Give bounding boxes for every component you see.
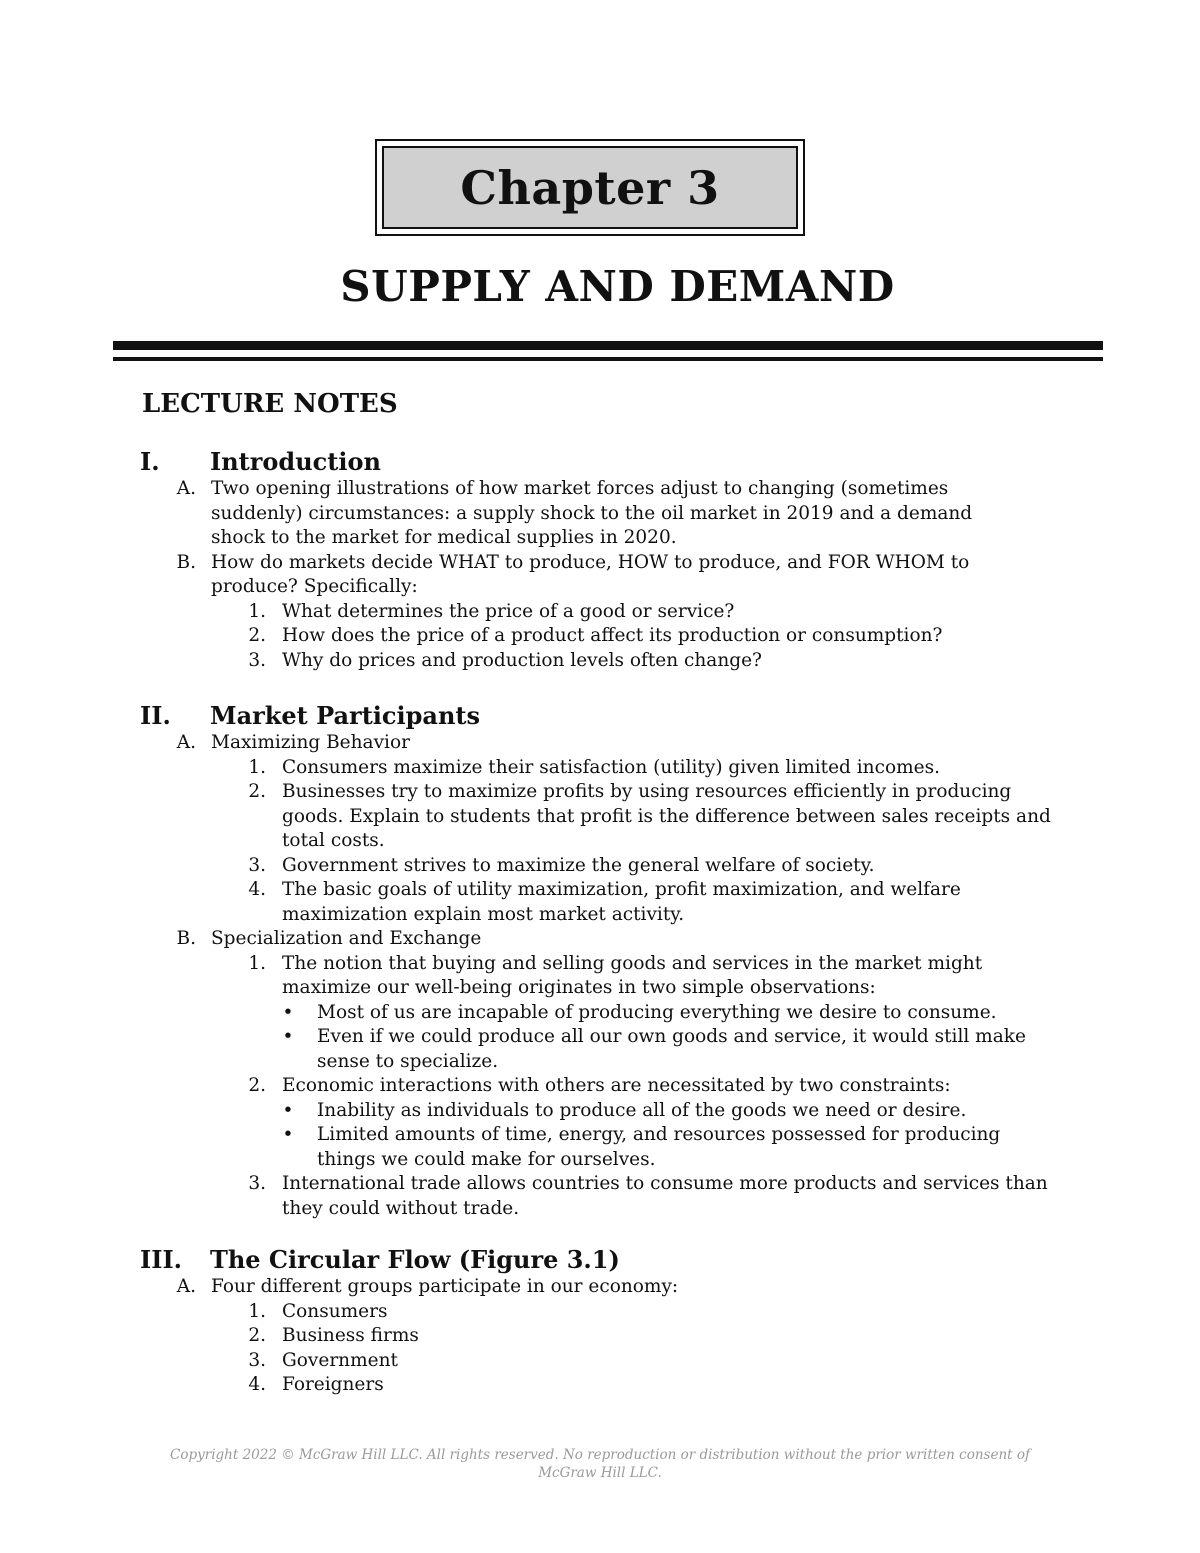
list-item: [0, 649, 1200, 674]
list-marker: 1.: [248, 952, 266, 974]
list-item-text: Inability as individuals to produce all of the goods we need or desire.: [317, 1099, 967, 1121]
section-heading: [0, 1245, 1200, 1275]
list-item-text: Most of us are incapable of producing everything we desire to consume.: [317, 1001, 997, 1023]
list-item-text: Two opening illustrations of how market forces adjust to changing (sometimes suddenly) circumstances: a supply shock to the oil market in 2019 and a demand shock to the market for medical supplies in 2020.: [211, 478, 973, 548]
chapter-label: Chapter 3: [460, 160, 720, 215]
list-item: [0, 780, 1200, 854]
list-item: [0, 551, 1200, 600]
list-marker: A.: [176, 478, 196, 499]
list-marker: 2.: [248, 781, 266, 802]
list-item: [0, 1001, 1200, 1026]
list-item-text: How does the price of a product affect its production or consumption?: [282, 625, 943, 646]
list-item: [0, 1324, 1200, 1349]
list-item-text: Consumers maximize their satisfaction (utility) given limited incomes.: [282, 756, 940, 778]
list-item-text: How do markets decide WHAT to produce, HOW to produce, and FOR WHOM to produce? Specifically:: [211, 551, 970, 597]
bullet-marker: •: [282, 1026, 294, 1047]
list-item-text: The notion that buying and selling goods and services in the market might maximize our well-being originates in two simple observations:: [282, 952, 983, 998]
list-marker: 1.: [248, 1300, 266, 1322]
list-marker: 3.: [248, 854, 266, 876]
chapter-box: [375, 139, 805, 236]
list-marker: 3.: [248, 1173, 266, 1194]
section-number: I.: [140, 447, 160, 476]
list-marker: A.: [176, 1276, 196, 1297]
list-marker: 2.: [248, 1075, 266, 1096]
list-item: [0, 756, 1200, 781]
section-title: The Circular Flow (Figure 3.1): [210, 1245, 620, 1274]
list-item-text: Limited amounts of time, energy, and resources possessed for producing things we could make for ourselves.: [317, 1124, 1001, 1170]
list-item: [0, 927, 1200, 952]
section-introduction: [0, 447, 1200, 673]
list-item-text: What determines the price of a good or service?: [282, 600, 735, 622]
lecture-notes-heading: LECTURE NOTES: [142, 389, 398, 419]
list-item: [0, 854, 1200, 879]
divider-thick: [113, 341, 1103, 350]
list-item: [0, 600, 1200, 625]
list-item-text: Specialization and Exchange: [211, 928, 482, 949]
list-marker: 2.: [248, 625, 266, 646]
section-number: II.: [140, 701, 171, 730]
list-item-text: Government strives to maximize the general welfare of society.: [282, 854, 875, 876]
list-marker: 4.: [248, 1374, 266, 1395]
divider-thin: [113, 357, 1103, 361]
section-circular-flow: [0, 1245, 1200, 1398]
list-item: [0, 878, 1200, 927]
page-title: SUPPLY AND DEMAND: [340, 262, 895, 311]
list-item: [0, 1172, 1200, 1221]
section-title: Introduction: [210, 447, 381, 476]
list-item: [0, 952, 1200, 1001]
list-item-text: Maximizing Behavior: [211, 732, 410, 753]
section-heading: [0, 701, 1200, 731]
list-item: [0, 1123, 1200, 1172]
list-item: [0, 1300, 1200, 1325]
list-item-text: Even if we could produce all our own goods and service, it would still make sense to specialize.: [317, 1026, 1026, 1072]
list-item: [0, 1373, 1200, 1398]
list-marker: 1.: [248, 756, 266, 778]
list-item-text: Foreigners: [282, 1374, 384, 1395]
list-item-text: Government: [282, 1349, 398, 1371]
list-marker: A.: [176, 732, 196, 753]
list-item: [0, 1349, 1200, 1374]
list-item-text: Why do prices and production levels often change?: [282, 649, 762, 671]
list-marker: 2.: [248, 1325, 266, 1346]
section-heading: [0, 447, 1200, 477]
list-item-text: The basic goals of utility maximization, profit maximization, and welfare maximization explain most market activity.: [282, 879, 961, 925]
bullet-marker: •: [282, 1124, 294, 1145]
list-marker: B.: [176, 551, 196, 573]
list-item: [0, 1275, 1200, 1300]
list-item: [0, 1099, 1200, 1124]
list-item: [0, 1074, 1200, 1099]
list-item: [0, 477, 1200, 551]
list-item: [0, 731, 1200, 756]
list-marker: 1.: [248, 600, 266, 622]
list-item-text: Economic interactions with others are necessitated by two constraints:: [282, 1075, 951, 1096]
list-item-text: International trade allows countries to consume more products and services than they could without trade.: [282, 1173, 1048, 1219]
list-item-text: Four different groups participate in our economy:: [211, 1276, 679, 1297]
bullet-marker: •: [282, 1099, 294, 1121]
section-title: Market Participants: [210, 701, 481, 730]
chapter-box-inner: [382, 146, 798, 229]
list-marker: 3.: [248, 1349, 266, 1371]
list-item-text: Businesses try to maximize profits by using resources efficiently in producing goods. Explain to students that profit is the difference between sales receipts and total costs.: [282, 781, 1051, 851]
list-marker: 4.: [248, 879, 266, 900]
list-item: [0, 1025, 1200, 1074]
list-marker: B.: [176, 928, 196, 949]
copyright-footer: Copyright 2022 © McGraw Hill LLC. All rights reserved. No reproduction or distribution without the prior written consent of McGraw Hill LLC.: [170, 1447, 1030, 1481]
bullet-marker: •: [282, 1001, 294, 1023]
list-item-text: Business firms: [282, 1325, 419, 1346]
section-market-participants: [0, 701, 1200, 1221]
list-marker: 3.: [248, 649, 266, 671]
list-item-text: Consumers: [282, 1300, 388, 1322]
section-number: III.: [140, 1245, 183, 1274]
list-item: [0, 624, 1200, 649]
